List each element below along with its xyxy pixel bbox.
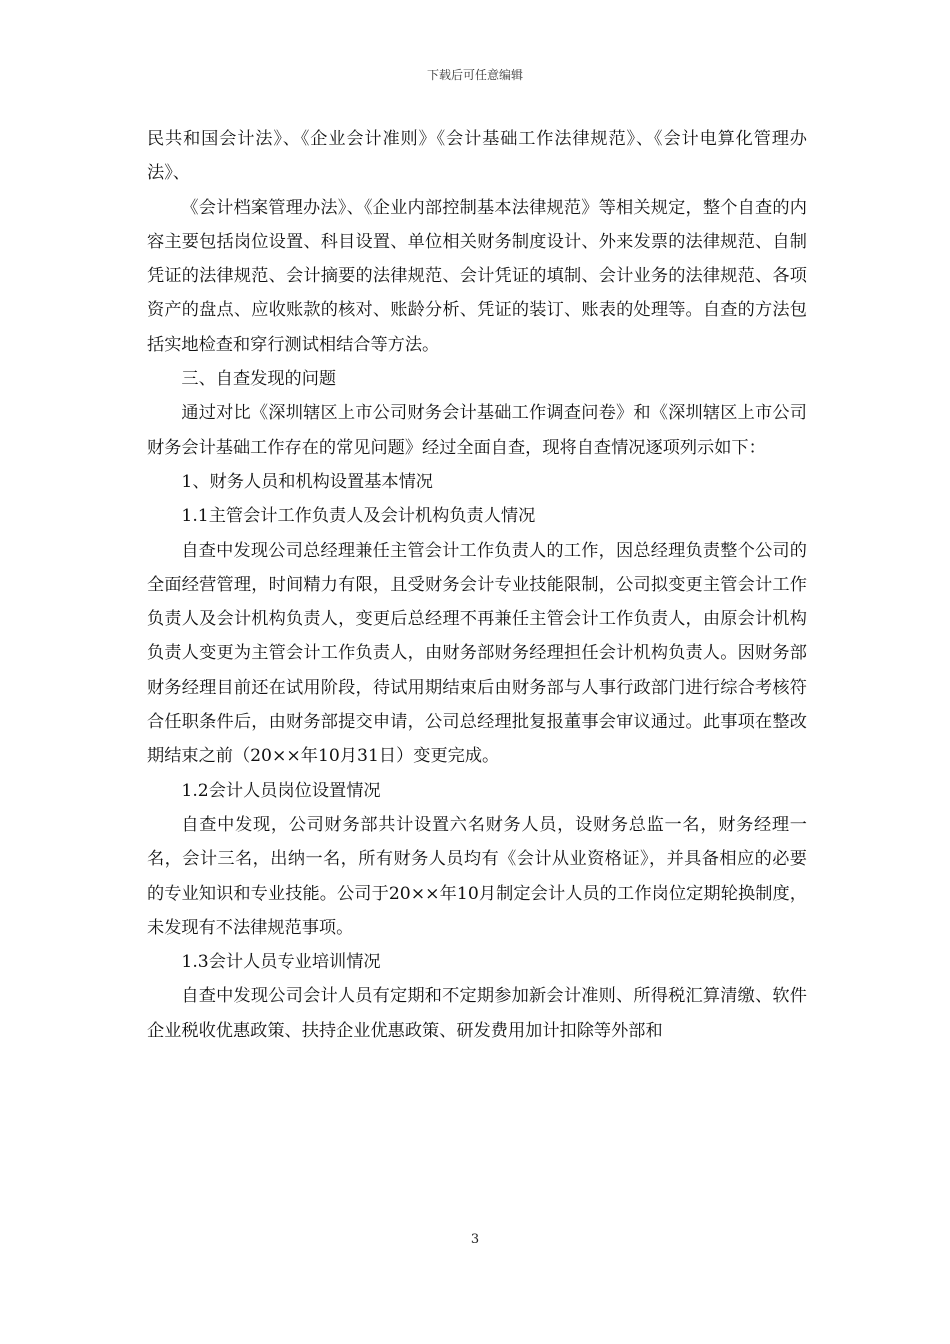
page-header: 下载后可任意编辑 [426, 68, 523, 82]
document-body [147, 122, 807, 1048]
paragraph-training: 自查中发现公司会计人员有定期和不定期参加新会计准则、所得税汇算清缴、软件企业税收优惠政策、扶持企业优惠政策、研发费用加计扣除等外部和 [147, 986, 807, 1041]
section-heading-problems: 三、自查发现的问题 [181, 369, 337, 390]
paragraph-comparison-intro: 通过对比《深圳辖区上市公司财务会计基础工作调查问卷》和《深圳辖区上市公司财务会计基础工作存在的常见问题》经过全面自查，现将自查情况逐项列示如下： [147, 403, 807, 458]
paragraph-accounting-head: 自查中发现公司总经理兼任主管会计工作负责人的工作，因总经理负责整个公司的全面经营管理，时间精力有限，且受财务会计专业技能限制，公司拟变更主管会计工作负责人及会计机构负责人，变更后总经理不再兼任主管会计工作负责人，由原会计机构负责人变更为主管会计工作负责人，由财务部财务经理担任会计机构负责人。因财务部财务经理目前还在试用阶段，待试用期结束后由财务部与人事行政部门进行综合考核符合任职条件后，由财务部提交申请，公司总经理批复报董事会审议通过。此事项在整改期结束之前（20××年10月31日）变更完成。 [147, 540, 807, 767]
paragraph-post-setting: 自查中发现，公司财务部共计设置六名财务人员，设财务总监一名，财务经理一名，会计三名，出纳一名，所有财务人员均有《会计从业资格证》，并具备相应的必要的专业知识和专业技能。公司于20××年10月制定会计人员的工作岗位定期轮换制度，未发现有不法律规范事项。 [147, 814, 807, 938]
subheading-accounting-head: 1.1主管会计工作负责人及会计机构负责人情况 [181, 506, 536, 527]
paragraph-law-list-continued: 民共和国会计法》、《企业会计准则》《会计基础工作法律规范》、《会计电算化管理办法》、 [147, 129, 807, 184]
subheading-training: 1.3会计人员专业培训情况 [181, 952, 381, 973]
paragraph-self-check-scope: 《会计档案管理办法》、《企业内部控制基本法律规范》等相关规定，整个自查的内容主要包括岗位设置、科目设置、单位相关财务制度设计、外来发票的法律规范、自制凭证的法律规范、会计摘要的法律规范、会计凭证的填制、会计业务的法律规范、各项资产的盘点、应收账款的核对、账龄分析、凭证的装订、账表的处理等。自查的方法包括实地检查和穿行测试相结合等方法。 [147, 197, 807, 355]
page-number: 3 [470, 1232, 480, 1247]
subheading-staff-and-org: 1、财务人员和机构设置基本情况 [181, 471, 433, 492]
subheading-post-setting: 1.2会计人员岗位设置情况 [181, 780, 381, 801]
